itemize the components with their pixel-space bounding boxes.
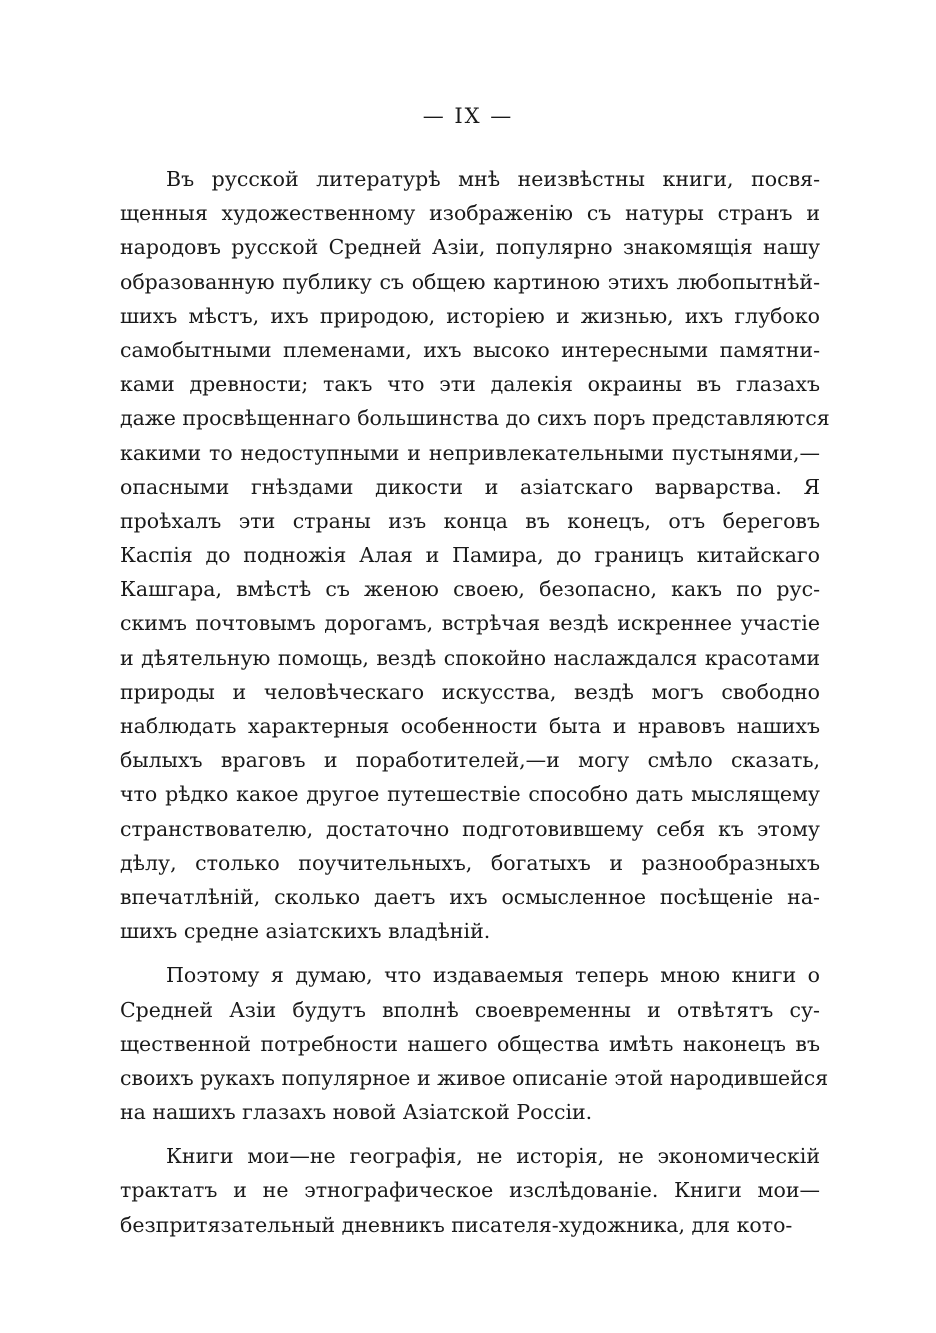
text-line: впечатлѣній, сколько даетъ ихъ осмысленное посѣщеніе на- — [120, 884, 820, 909]
paragraph-2 — [120, 958, 829, 1129]
text-line: щественной потребности нашего общества имѣть наконецъ въ — [120, 1031, 820, 1056]
text-line: своихъ рукахъ популярное и живое описаніе этой народившейся — [120, 1065, 829, 1090]
text-line: самобытными племенами, ихъ высоко интересными памятни- — [120, 337, 820, 362]
text-line: даже просвѣщеннаго большинства до сихъ поръ представляются — [120, 406, 830, 431]
text-line: на нашихъ глазахъ новой Азіатской Россіи. — [120, 1100, 593, 1125]
text-line: народовъ русской Средней Азіи, популярно знакомящія нашу — [120, 235, 820, 260]
text-line: и дѣятельную помощь, вездѣ спокойно наслаждался красотами — [120, 645, 820, 670]
text-line: скимъ почтовымъ дорогамъ, встрѣчая вездѣ искреннее участіе — [120, 611, 820, 636]
text-line: странствователю, достаточно подготовившему себя къ этому — [120, 816, 820, 841]
text-line: Въ русской литературѣ мнѣ неизвѣстны книги, посвя- — [166, 167, 820, 191]
text-line: былыхъ враговъ и поработителей,—и могу смѣло сказать, — [120, 748, 820, 773]
text-line: шихъ средне азіатскихъ владѣній. — [120, 919, 491, 944]
text-line: шихъ мѣстъ, ихъ природою, исторіею и жизнью, ихъ глубоко — [120, 303, 820, 328]
text-line: Каспія до подножія Алая и Памира, до границъ китайскаго — [120, 543, 820, 568]
text-line: дѣлу, столько поучительныхъ, богатыхъ и разнообразныхъ — [120, 850, 820, 875]
body-text — [120, 162, 830, 1242]
page-number: — IX — — [422, 104, 514, 128]
text-line: трактатъ и не этнографическое изслѣдованіе. Книги мои— — [120, 1178, 820, 1203]
text-line: образованную публику съ общею картиною этихъ любопытнѣй- — [120, 269, 820, 294]
text-line: наблюдать характерныя особенности быта и нравовъ нашихъ — [120, 714, 820, 738]
text-line: опасными гнѣздами дикости и азіатскаго варварства. Я — [120, 474, 820, 499]
text-line: Средней Азіи будутъ вполнѣ своевременны и отвѣтятъ су- — [120, 997, 820, 1022]
paragraph-1 — [120, 162, 830, 948]
text-line: Кашгара, вмѣстѣ съ женою своею, безопасно, какъ по рус- — [120, 577, 820, 602]
text-line: проѣхалъ эти страны изъ конца въ конецъ, отъ береговъ — [120, 508, 820, 533]
text-line: Поэтому я думаю, что издаваемыя теперь мною книги о — [166, 963, 820, 988]
text-line: природы и человѣческаго искусства, вездѣ могъ свободно — [120, 679, 820, 704]
text-line: что рѣдко какое другое путешествіе способно дать мыслящему — [120, 782, 820, 807]
text-line: щенныя художественному изображенію съ натуры странъ и — [120, 201, 820, 226]
text-line: какими то недоступными и непривлекательными пустынями,— — [120, 440, 820, 465]
text-line: безпритязательный дневникъ писателя-художника, для кото- — [120, 1212, 793, 1237]
text-line: Книги мои—не географія, не исторія, не экономическій — [166, 1144, 820, 1169]
paragraph-3 — [120, 1139, 820, 1242]
text-line: ками древности; такъ что эти далекія окраины въ глазахъ — [120, 372, 820, 397]
